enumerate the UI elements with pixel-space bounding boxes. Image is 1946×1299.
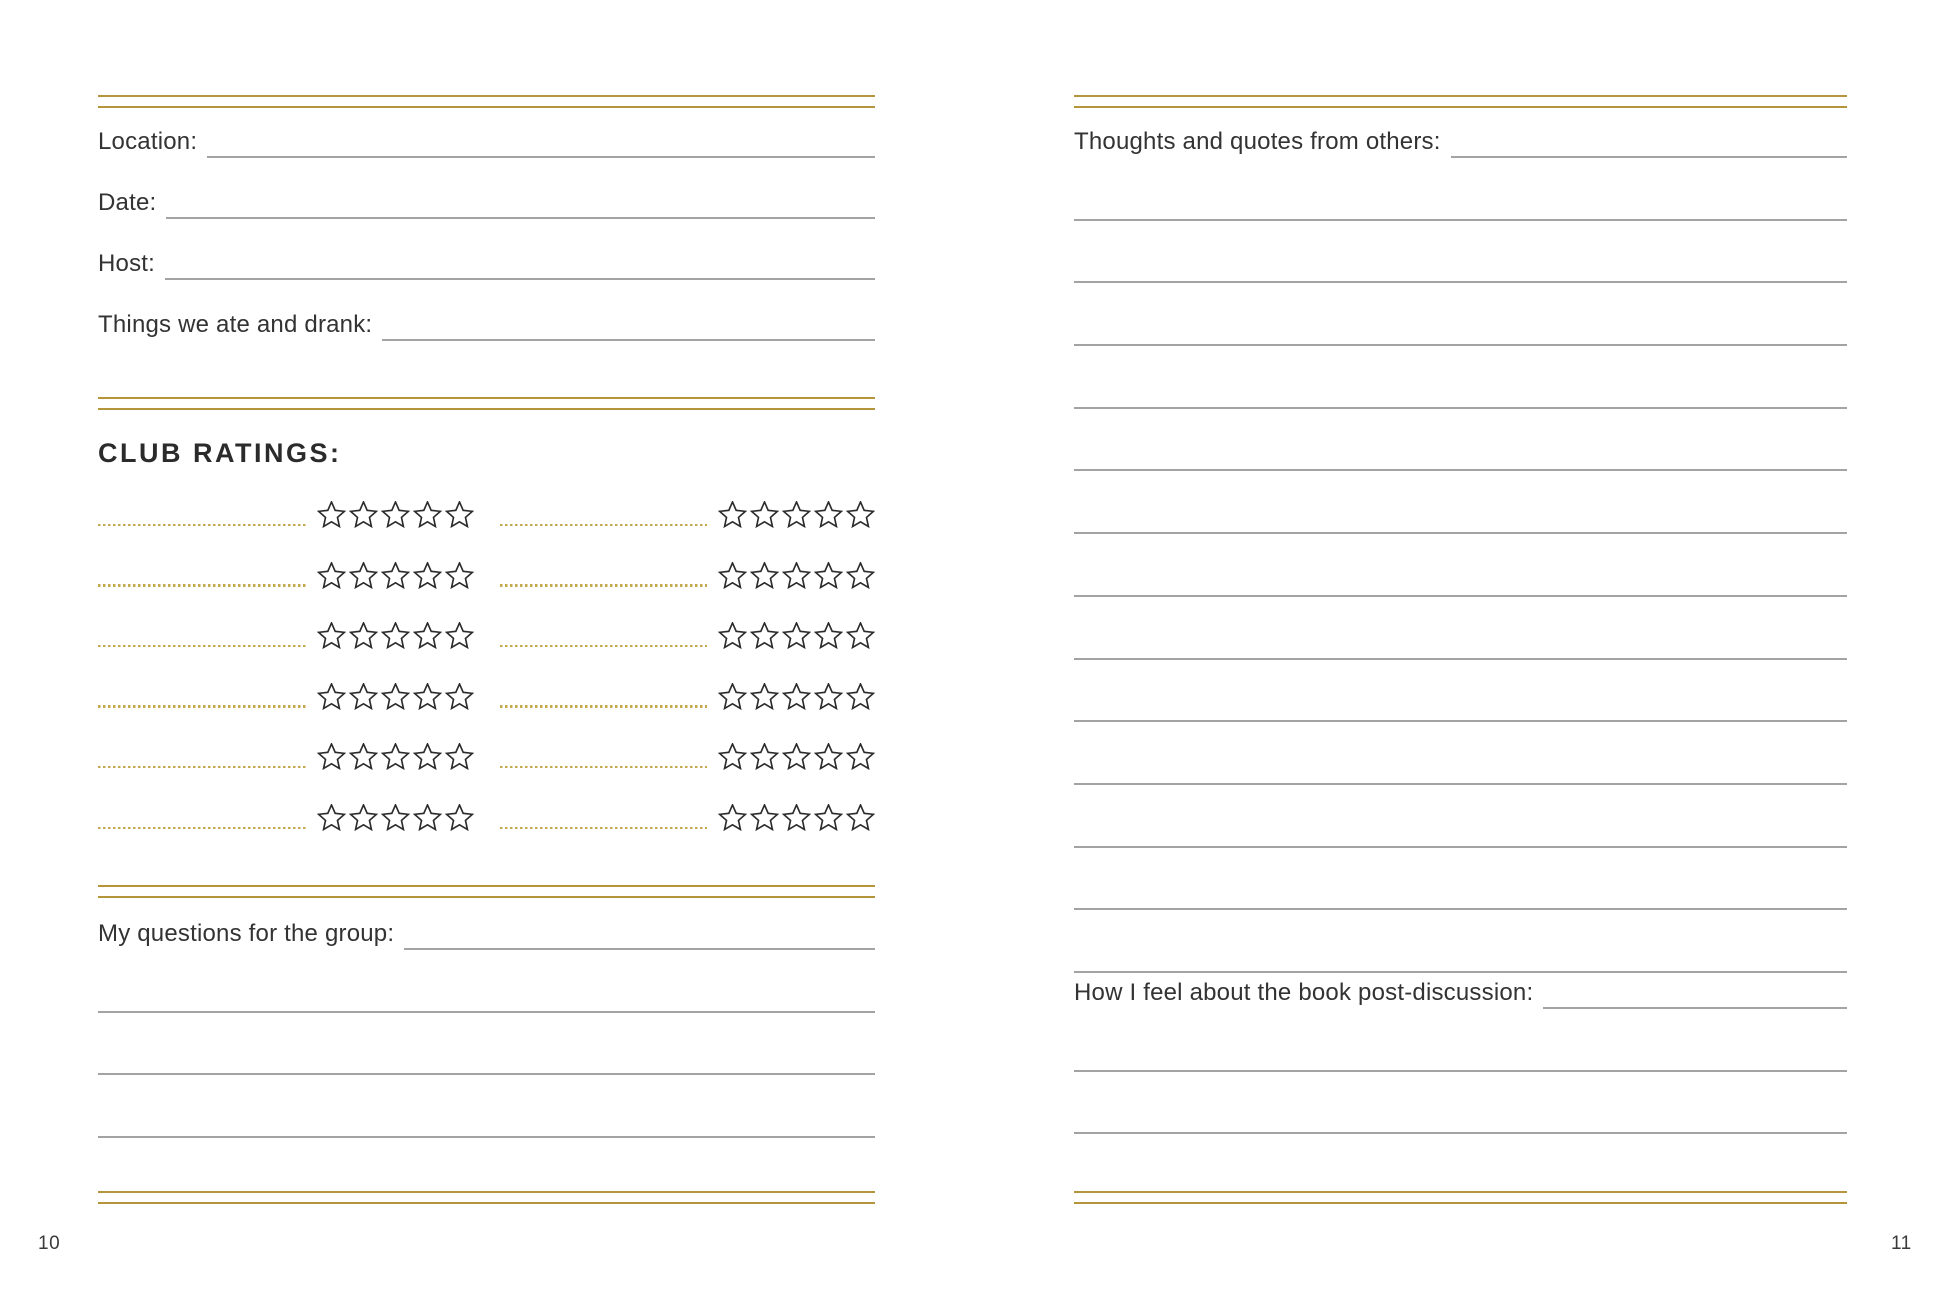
star-icon[interactable] bbox=[750, 683, 779, 712]
star-icon[interactable] bbox=[381, 562, 410, 591]
star-icon[interactable] bbox=[349, 683, 378, 712]
rating-name-dotted-line[interactable] bbox=[500, 524, 708, 527]
star-icon[interactable] bbox=[317, 622, 346, 651]
rating-name-dotted-line[interactable] bbox=[98, 766, 306, 769]
ruled-line[interactable] bbox=[1074, 910, 1847, 973]
star-icon[interactable] bbox=[750, 622, 779, 651]
star-icon[interactable] bbox=[846, 683, 875, 712]
left-page bbox=[98, 0, 875, 1299]
star-icon[interactable] bbox=[814, 562, 843, 591]
ruled-line[interactable] bbox=[1074, 660, 1847, 723]
host-label: Host: bbox=[98, 250, 156, 278]
star-icon[interactable] bbox=[814, 622, 843, 651]
gold-double-rule-lower bbox=[98, 885, 875, 898]
star-icon[interactable] bbox=[782, 622, 811, 651]
star-icon[interactable] bbox=[349, 804, 378, 833]
rating-row bbox=[98, 493, 875, 527]
field-thoughts bbox=[1074, 116, 1847, 158]
star-icon[interactable] bbox=[317, 683, 346, 712]
rating-row bbox=[98, 554, 875, 588]
star-icon[interactable] bbox=[349, 501, 378, 530]
rating-name-dotted-line[interactable] bbox=[500, 827, 708, 830]
rating-name-dotted-line[interactable] bbox=[500, 645, 708, 648]
ruled-line[interactable] bbox=[1074, 158, 1847, 221]
star-icon[interactable] bbox=[718, 804, 747, 833]
right-page bbox=[1074, 0, 1847, 1299]
star-icon[interactable] bbox=[750, 743, 779, 772]
star-rating[interactable] bbox=[715, 501, 875, 530]
field-date bbox=[98, 177, 875, 219]
post-discussion-ruled-lines[interactable] bbox=[1074, 1009, 1847, 1134]
rating-row bbox=[98, 675, 875, 709]
star-icon[interactable] bbox=[445, 501, 474, 530]
star-icon[interactable] bbox=[718, 622, 747, 651]
star-icon[interactable] bbox=[814, 743, 843, 772]
questions-ruled-lines[interactable] bbox=[98, 950, 875, 1138]
star-icon[interactable] bbox=[317, 562, 346, 591]
rating-row bbox=[98, 735, 875, 769]
star-icon[interactable] bbox=[718, 683, 747, 712]
star-icon[interactable] bbox=[782, 562, 811, 591]
ruled-line[interactable] bbox=[1074, 722, 1847, 785]
rating-item bbox=[98, 735, 474, 769]
star-icon[interactable] bbox=[317, 804, 346, 833]
location-input-line[interactable] bbox=[207, 156, 875, 158]
star-icon[interactable] bbox=[445, 743, 474, 772]
star-rating[interactable] bbox=[314, 683, 474, 712]
star-rating[interactable] bbox=[715, 622, 875, 651]
star-icon[interactable] bbox=[750, 804, 779, 833]
star-rating[interactable] bbox=[715, 743, 875, 772]
rating-name-dotted-line[interactable] bbox=[500, 705, 708, 708]
rating-item bbox=[500, 796, 876, 830]
ruled-line[interactable] bbox=[98, 1013, 875, 1076]
star-icon[interactable] bbox=[381, 743, 410, 772]
ruled-line[interactable] bbox=[1074, 471, 1847, 534]
rating-item bbox=[500, 554, 876, 588]
gold-double-rule-bottom bbox=[1074, 1191, 1847, 1204]
star-icon[interactable] bbox=[846, 743, 875, 772]
rating-item bbox=[98, 796, 474, 830]
date-input-line[interactable] bbox=[166, 217, 875, 219]
star-icon[interactable] bbox=[445, 622, 474, 651]
star-icon[interactable] bbox=[381, 804, 410, 833]
star-rating[interactable] bbox=[715, 683, 875, 712]
star-icon[interactable] bbox=[782, 743, 811, 772]
rating-item bbox=[500, 735, 876, 769]
rating-item bbox=[500, 675, 876, 709]
gold-double-rule-top bbox=[1074, 95, 1847, 108]
food-drinks-input-line[interactable] bbox=[382, 339, 875, 341]
rating-name-dotted-line[interactable] bbox=[98, 827, 306, 830]
ruled-line[interactable] bbox=[1074, 346, 1847, 409]
rating-item bbox=[500, 614, 876, 648]
gold-double-rule-top bbox=[98, 95, 875, 108]
club-ratings-grid bbox=[98, 493, 875, 838]
thoughts-label: Thoughts and quotes from others: bbox=[1074, 128, 1441, 156]
star-icon[interactable] bbox=[381, 622, 410, 651]
field-questions bbox=[98, 908, 875, 950]
star-icon[interactable] bbox=[750, 501, 779, 530]
rating-row bbox=[98, 796, 875, 830]
page-number-left: 10 bbox=[38, 1233, 61, 1254]
star-icon[interactable] bbox=[349, 622, 378, 651]
star-icon[interactable] bbox=[750, 562, 779, 591]
star-icon[interactable] bbox=[782, 683, 811, 712]
star-icon[interactable] bbox=[846, 804, 875, 833]
star-icon[interactable] bbox=[413, 804, 442, 833]
date-label: Date: bbox=[98, 189, 157, 217]
rating-item bbox=[98, 614, 474, 648]
thoughts-ruled-lines[interactable] bbox=[1074, 158, 1847, 973]
ruled-line[interactable] bbox=[1074, 848, 1847, 911]
star-icon[interactable] bbox=[814, 804, 843, 833]
star-icon[interactable] bbox=[814, 501, 843, 530]
rating-row bbox=[98, 614, 875, 648]
field-host bbox=[98, 238, 875, 280]
star-icon[interactable] bbox=[846, 501, 875, 530]
ruled-line[interactable] bbox=[1074, 1009, 1847, 1072]
star-icon[interactable] bbox=[718, 501, 747, 530]
gold-double-rule-bottom bbox=[98, 1191, 875, 1204]
star-rating[interactable] bbox=[715, 562, 875, 591]
post-discussion-label: How I feel about the book post-discussion: bbox=[1074, 979, 1534, 1007]
star-icon[interactable] bbox=[381, 683, 410, 712]
rating-item bbox=[98, 554, 474, 588]
rating-item bbox=[500, 493, 876, 527]
rating-name-dotted-line[interactable] bbox=[500, 584, 708, 587]
star-icon[interactable] bbox=[317, 743, 346, 772]
rating-name-dotted-line[interactable] bbox=[98, 584, 306, 587]
rating-name-dotted-line[interactable] bbox=[98, 524, 306, 527]
star-rating[interactable] bbox=[314, 804, 474, 833]
rating-item bbox=[98, 675, 474, 709]
star-icon[interactable] bbox=[317, 501, 346, 530]
gold-double-rule-middle bbox=[98, 397, 875, 410]
star-icon[interactable] bbox=[413, 743, 442, 772]
ruled-line[interactable] bbox=[1074, 283, 1847, 346]
food-drinks-label: Things we ate and drank: bbox=[98, 311, 373, 339]
ruled-line[interactable] bbox=[1074, 409, 1847, 472]
ruled-line[interactable] bbox=[1074, 534, 1847, 597]
location-label: Location: bbox=[98, 128, 198, 156]
field-location bbox=[98, 116, 875, 158]
star-icon[interactable] bbox=[782, 501, 811, 530]
star-icon[interactable] bbox=[381, 501, 410, 530]
star-icon[interactable] bbox=[413, 683, 442, 712]
page-number-right: 11 bbox=[1891, 1233, 1912, 1254]
star-icon[interactable] bbox=[349, 743, 378, 772]
star-icon[interactable] bbox=[718, 743, 747, 772]
rating-name-dotted-line[interactable] bbox=[500, 766, 708, 769]
star-icon[interactable] bbox=[718, 562, 747, 591]
star-rating[interactable] bbox=[314, 622, 474, 651]
questions-label: My questions for the group: bbox=[98, 920, 395, 948]
host-input-line[interactable] bbox=[165, 278, 875, 280]
star-icon[interactable] bbox=[445, 562, 474, 591]
star-icon[interactable] bbox=[413, 622, 442, 651]
rating-name-dotted-line[interactable] bbox=[98, 645, 306, 648]
ruled-line[interactable] bbox=[1074, 597, 1847, 660]
star-icon[interactable] bbox=[814, 683, 843, 712]
club-ratings-heading: CLUB RATINGS: bbox=[98, 438, 342, 468]
star-rating[interactable] bbox=[314, 562, 474, 591]
ruled-line[interactable] bbox=[98, 1075, 875, 1138]
rating-name-dotted-line[interactable] bbox=[98, 705, 306, 708]
ruled-line[interactable] bbox=[98, 950, 875, 1013]
field-post-discussion bbox=[1074, 967, 1847, 1009]
star-icon[interactable] bbox=[445, 683, 474, 712]
field-food-drinks bbox=[98, 299, 875, 341]
star-icon[interactable] bbox=[413, 562, 442, 591]
ruled-line[interactable] bbox=[1074, 785, 1847, 848]
star-icon[interactable] bbox=[846, 562, 875, 591]
ruled-line[interactable] bbox=[1074, 221, 1847, 284]
star-rating[interactable] bbox=[314, 501, 474, 530]
star-icon[interactable] bbox=[782, 804, 811, 833]
star-icon[interactable] bbox=[445, 804, 474, 833]
star-icon[interactable] bbox=[413, 501, 442, 530]
star-rating[interactable] bbox=[715, 804, 875, 833]
star-icon[interactable] bbox=[349, 562, 378, 591]
ruled-line[interactable] bbox=[1074, 1072, 1847, 1135]
star-icon[interactable] bbox=[846, 622, 875, 651]
star-rating[interactable] bbox=[314, 743, 474, 772]
rating-item bbox=[98, 493, 474, 527]
